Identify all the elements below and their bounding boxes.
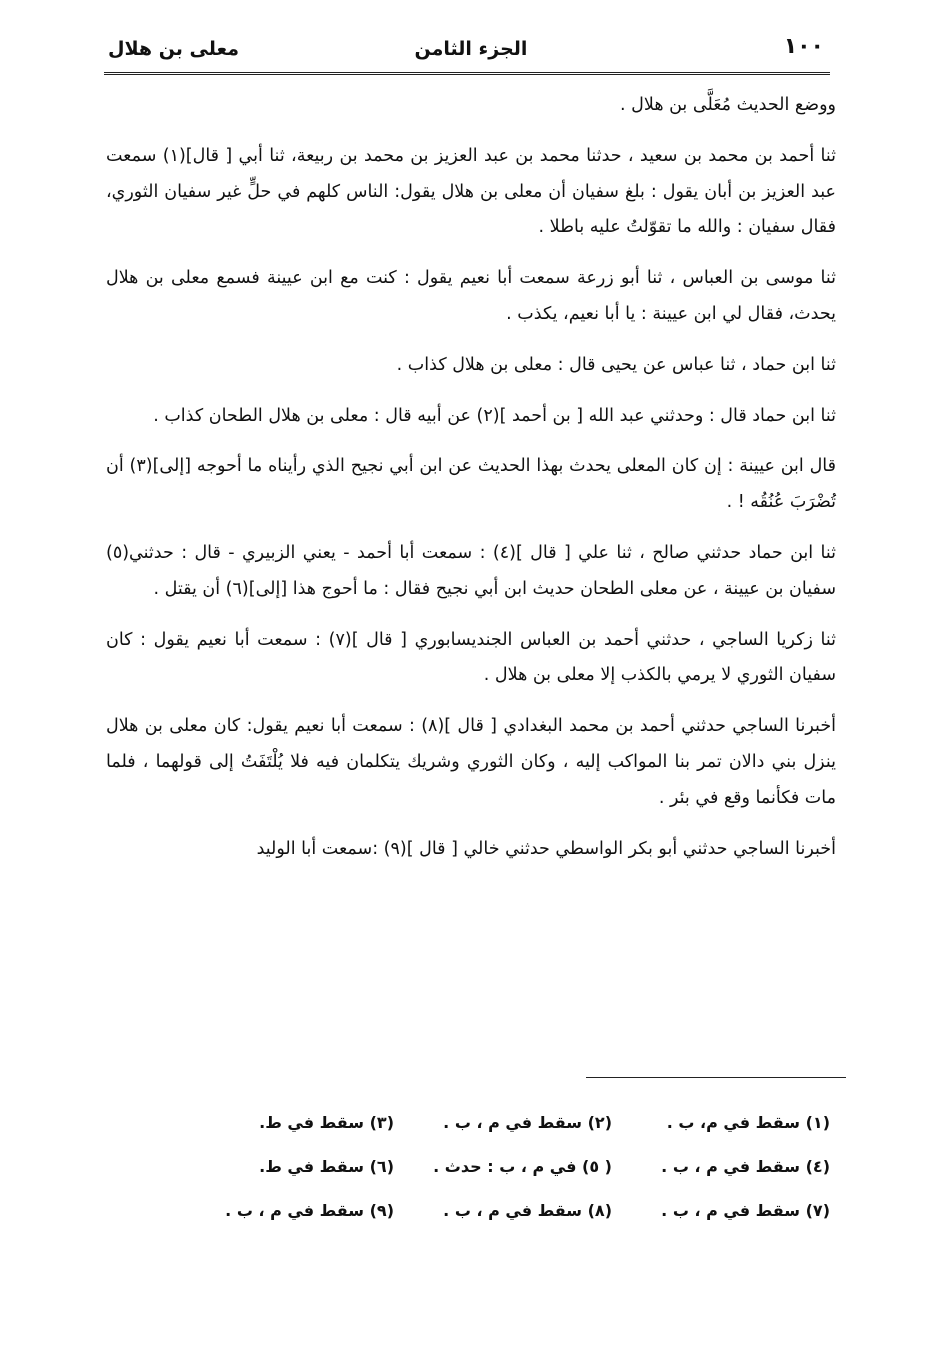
footnote: (٣) سقط في ط. xyxy=(259,1112,394,1132)
footnote-row xyxy=(150,1100,830,1144)
paragraph: ثنا ابن حماد حدثني صالح ، ثنا علي [ قال ](٤) : سمعت أبا أحمد - يعني الزبيري - قال : حدثني(٥) سفيان بن عيينة ، عن معلى الطحان حديث ابن أبي نجيح فقال : ما أحوج هذا [إلى](٦) أن يقتل . xyxy=(106,542,836,599)
paragraph: ووضع الحديث مُعَلَّى بن هلال . xyxy=(620,95,836,115)
paragraph: أخبرنا الساجي حدثني أبو بكر الواسطي حدثني خالي [ قال ](٩) :سمعت أبا الوليد xyxy=(256,838,836,859)
body-text xyxy=(106,88,836,882)
footnote: (٨) سقط في م ، ب . xyxy=(443,1200,612,1220)
footnote: (١) سقط في م، ب . xyxy=(666,1112,830,1132)
paragraph: ثنا ابن حماد ، ثنا عباس عن يحيى قال : معلى بن هلال كذاب . xyxy=(396,354,836,375)
paragraph: قال ابن عيينة : إن كان المعلى يحدث بهذا الحديث عن ابن أبي نجيح الذي رأيناه ما أحوجه [إلى](٣) أن تُضْرَبَ عُنُقُه ! . xyxy=(106,456,836,513)
volume-title: الجزء الثامن xyxy=(414,38,528,60)
paragraph: أخبرنا الساجي حدثني أحمد بن محمد البغدادي [ قال ](٨) : سمعت أبا نعيم يقول: كان معلى بن هلال ينزل بني دالان تمر بنا المواكب إليه ، وكان الثوري وشريك يتكلمان فيه فلا يُلْتَفَتُ إلى قولهما ، فلما مات فكأنما وقع في بئر . xyxy=(106,716,836,808)
footnote-row xyxy=(150,1188,830,1232)
footnote: (٩) سقط في م ، ب . xyxy=(225,1200,394,1220)
footnote: ( ٥) في م ، ب : حدث . xyxy=(433,1156,612,1176)
paragraph: ثنا زكريا الساجي ، حدثني أحمد بن العباس الجنديسابوري [ قال ](٧) : سمعت أبا نعيم يقول : كان سفيان الثوري لا يرمي بالكذب إلا معلى بن هلال . xyxy=(106,629,836,686)
running-title: معلى بن هلال xyxy=(108,38,240,60)
footnote-rule xyxy=(586,1077,846,1078)
page-number: ١٠٠ xyxy=(783,34,824,59)
footnote: (٦) سقط في ط. xyxy=(259,1156,394,1176)
footnote: (٧) سقط في م ، ب . xyxy=(661,1200,830,1220)
paragraph: ثنا أحمد بن محمد بن سعيد ، حدثنا محمد بن عبد العزيز بن محمد بن ربيعة، ثنا أبي [ قال](١) سمعت عبد العزيز بن أبان يقول : بلغ سفيان أن معلى بن هلال يقول: الناس كلهم في حلٍّ غير سفيان الثوري، فقال سفيان : والله ما تقوّلتُ عليه باطلا . xyxy=(106,145,836,238)
footnote: (٢) سقط في م ، ب . xyxy=(443,1112,612,1132)
header-rule xyxy=(104,72,830,75)
paragraph: ثنا ابن حماد قال : وحدثني عبد الله [ بن أحمد ](٢) عن أبيه قال : معلى بن هلال الطحان كذاب . xyxy=(153,405,836,426)
footnote-row xyxy=(150,1144,830,1188)
footnote: (٤) سقط في م ، ب . xyxy=(661,1156,830,1176)
footnotes xyxy=(150,1100,830,1232)
paragraph: ثنا موسى بن العباس ، ثنا أبو زرعة سمعت أبا نعيم يقول : كنت مع ابن عيينة فسمع معلى بن هلال يحدث، فقال لي ابن عيينة : يا أبا نعيم، يكذب . xyxy=(106,268,836,324)
